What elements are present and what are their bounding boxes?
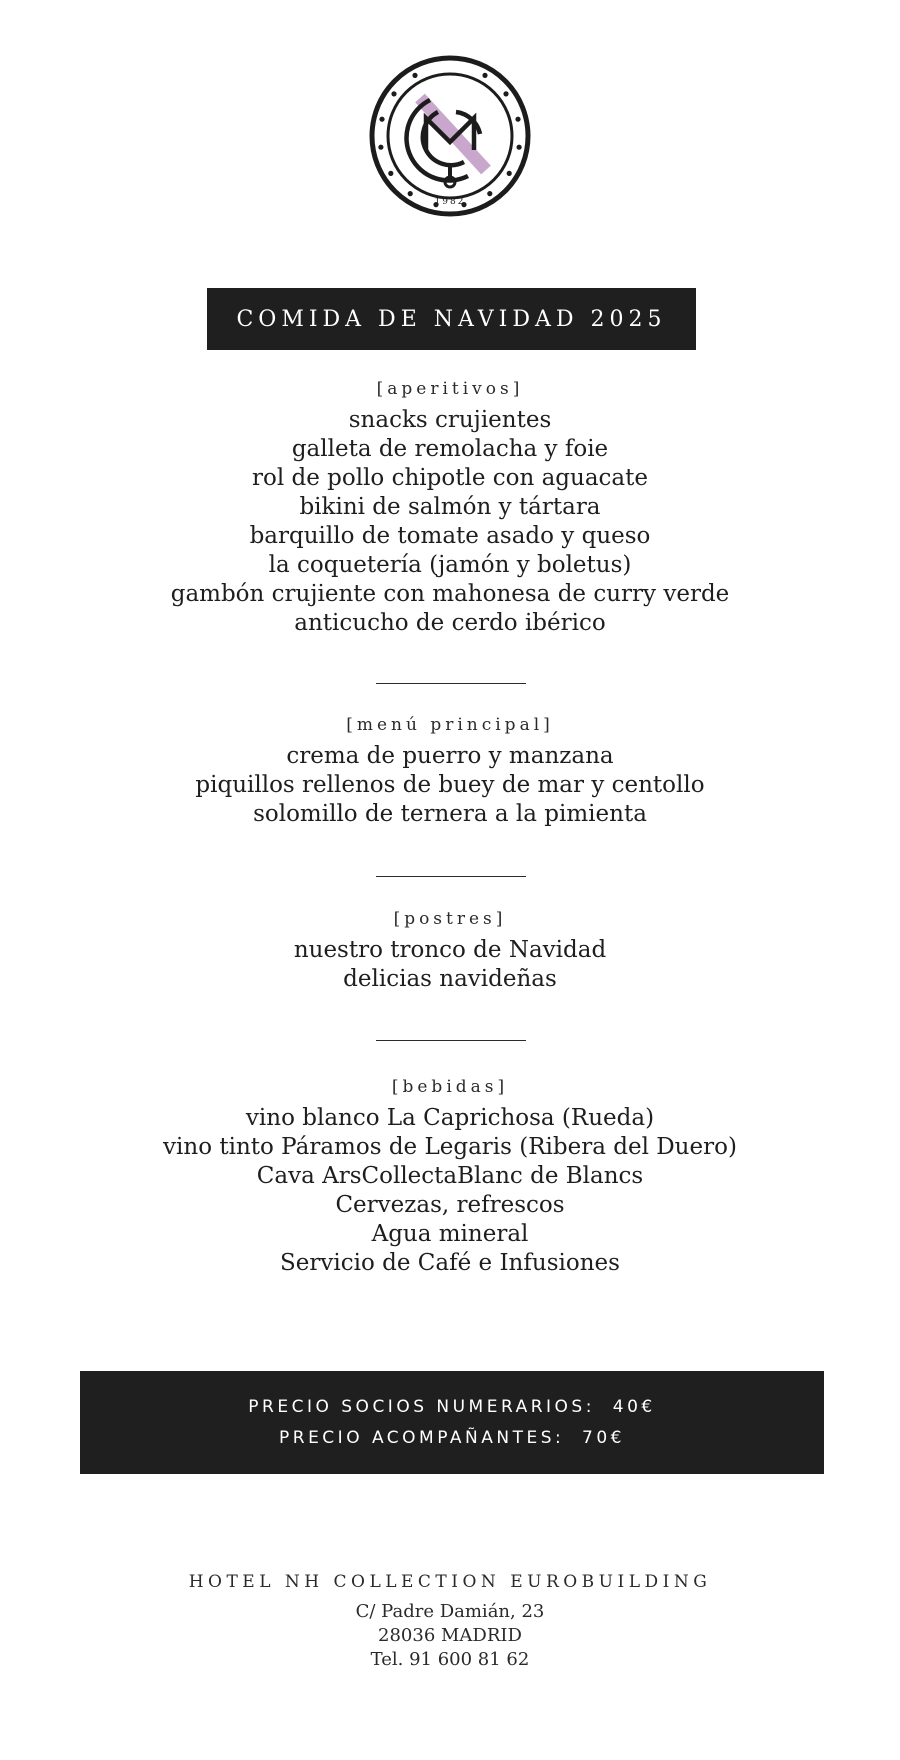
seal-dot xyxy=(388,171,393,176)
seal-dot xyxy=(507,171,512,176)
list-item: anticucho de cerdo ibérico xyxy=(294,610,606,636)
list-item: nuestro tronco de Navidad xyxy=(293,937,607,963)
seal-dot xyxy=(482,73,487,78)
list-item: Servicio de Café e Infusiones xyxy=(280,1250,620,1276)
seal-dot xyxy=(517,145,522,150)
list-item: gambón crujiente con mahonesa de curry verde xyxy=(170,581,730,607)
list-item: vino tinto Páramos de Legaris (Ribera del Duero) xyxy=(163,1134,737,1160)
seal-dot xyxy=(503,91,508,96)
seal-dot xyxy=(391,91,396,96)
divider xyxy=(376,876,526,877)
list-item: rol de pollo chipotle con aguacate xyxy=(252,465,648,491)
dish-list xyxy=(0,742,900,829)
divider xyxy=(376,683,526,684)
dish-list xyxy=(0,936,900,994)
list-item: la coquetería (jamón y boletus) xyxy=(268,552,632,578)
phone-number: Tel. 91 600 81 62 xyxy=(370,1649,530,1670)
list-item: bikini de salmón y tártara xyxy=(299,494,601,520)
section-heading: [bebidas] xyxy=(391,1077,509,1097)
seal-dot xyxy=(412,73,417,78)
list-item: delicias navideñas xyxy=(343,966,557,992)
section-heading: [menú principal] xyxy=(346,715,554,735)
dish-list xyxy=(0,406,900,638)
price-members: PRECIO SOCIOS NUMERARIOS: 40€ xyxy=(248,1397,656,1417)
seal-dot xyxy=(379,117,384,122)
list-item: barquillo de tomate asado y queso xyxy=(249,523,651,549)
section-heading: [postres] xyxy=(393,909,507,929)
list-item: vino blanco La Caprichosa (Rueda) xyxy=(245,1105,655,1131)
list-item: Cava ArsCollectaBlanc de Blancs xyxy=(256,1163,644,1189)
seal-dot xyxy=(378,145,383,150)
list-item: Cervezas, refrescos xyxy=(335,1192,565,1218)
list-item: crema de puerro y manzana xyxy=(286,743,614,769)
list-item: solomillo de ternera a la pimienta xyxy=(253,801,647,827)
price-banner xyxy=(80,1371,824,1474)
divider xyxy=(376,1040,526,1041)
list-item: piquillos rellenos de buey de mar y centollo xyxy=(195,772,705,798)
page-title: COMIDA DE NAVIDAD 2025 xyxy=(236,306,667,332)
address-street: C/ Padre Damián, 23 xyxy=(355,1601,545,1622)
list-item: Agua mineral xyxy=(371,1221,529,1247)
section-aperitivos xyxy=(0,378,900,638)
section-postres xyxy=(0,908,900,994)
logo xyxy=(0,54,900,218)
hotel-name: HOTEL NH COLLECTION EUROBUILDING xyxy=(188,1572,712,1592)
section-bebidas xyxy=(0,1076,900,1278)
address-city: 28036 MADRID xyxy=(378,1625,522,1646)
menu-title-banner xyxy=(207,288,696,350)
section-heading: [aperitivos] xyxy=(376,379,524,399)
section-menu-principal xyxy=(0,714,900,829)
seal-dot xyxy=(487,191,492,196)
seal-dot xyxy=(515,117,520,122)
seal-dot xyxy=(408,191,413,196)
drink-list xyxy=(0,1104,900,1278)
venue-footer xyxy=(0,1572,900,1672)
price-guests: PRECIO ACOMPAÑANTES: 70€ xyxy=(279,1428,625,1448)
seal-year: 1982 xyxy=(434,197,466,207)
list-item: snacks crujientes xyxy=(348,407,552,433)
club-monogram-seal-icon xyxy=(368,54,532,218)
list-item: galleta de remolacha y foie xyxy=(291,436,609,462)
